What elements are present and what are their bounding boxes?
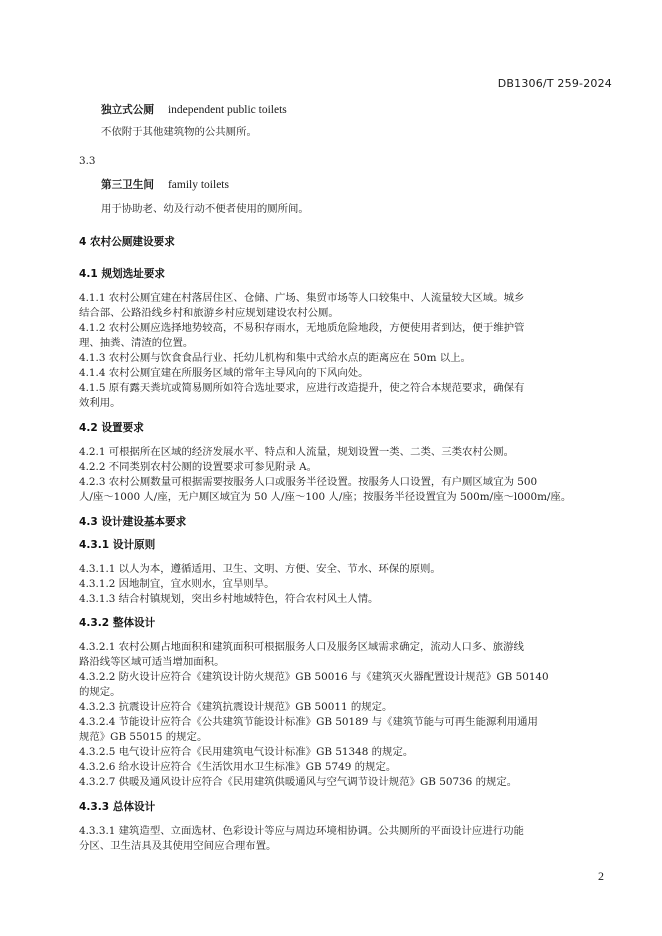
paragraph-line: 规范》GB 55015 的规定。 [79,731,208,743]
term-en: independent public toilets [167,104,287,116]
paragraph-line: 4.2.3 农村公厕数量可根据需要按服务人口或服务半径设置。按服务人口设置，有户厕区域宜为 500 [79,476,538,488]
term-definition: 用于协助老、幼及行动不便者使用的厕所间。 [101,203,309,215]
paragraph-line: 4.3.3.1 建筑造型、立面选材、色彩设计等应与周边环境相协调。公共厕所的平面设计应进行功能 [79,825,524,837]
paragraph-line: 4.2.2 不同类别农村公厕的设置要求可参见附录 A。 [79,461,317,473]
paragraph-line: 4.2.1 可根据所在区域的经济发展水平、特点和人流量，规划设置一类、二类、三类农村公厕。 [79,446,514,458]
subsection-heading: 4.3 设计建设基本要求 [79,516,187,528]
paragraph-line: 的规定。 [79,686,121,698]
subsection-heading: 4.3.2 整体设计 [79,617,156,629]
subsection-heading: 4.3.3 总体设计 [79,801,156,813]
term-en: family toilets [167,179,229,191]
paragraph-line: 效利用。 [79,397,121,409]
term-zh: 第三卫生间 [101,179,154,191]
paragraph-line: 4.3.2.6 给水设计应符合《生活饮用水卫生标准》GB 5749 的规定。 [79,761,397,773]
paragraph-line: 4.3.1.2 因地制宜，宜水则水，宜旱则旱。 [79,578,275,590]
paragraph-line: 4.3.1.3 结合村镇规划，突出乡村地域特色，符合农村风土人情。 [79,593,379,605]
term-number: 3.3 [79,155,96,167]
paragraph-line: 结合部、公路沿线乡村和旅游乡村应规划建设农村公厕。 [79,307,339,319]
section-heading: 4 农村公厕建设要求 [79,236,175,248]
document-code: DB1306/T 259-2024 [497,77,612,90]
paragraph-line: 4.1.1 农村公厕宜建在村落居住区、仓储、广场、集贸市场等人口较集中、人流量较大区域。城乡 [79,292,525,304]
term-definition: 不依附于其他建筑物的公共厕所。 [101,126,257,138]
paragraph-line: 4.3.1.1 以人为本，遵循适用、卫生、文明、方便、安全、节水、环保的原则。 [79,563,441,575]
paragraph-line: 4.1.2 农村公厕应选择地势较高，不易积存雨水，无地质危险地段，方便使用者到达，便于维护管 [79,322,525,334]
paragraph-line: 4.3.2.2 防火设计应符合《建筑设计防火规范》GB 50016 与《建筑灭火器配置设计规范》GB 50140 [79,671,549,683]
paragraph-line: 4.1.3 农村公厕与饮食食品行业、托幼儿机构和集中式给水点的距离应在 50m 以上。 [79,352,471,364]
paragraph-line: 4.3.2.7 供暖及通风设计应符合《民用建筑供暖通风与空气调节设计规范》GB 50736 的规定。 [79,776,518,788]
paragraph-line: 4.3.2.3 抗震设计应符合《建筑抗震设计规范》GB 50011 的规定。 [79,701,393,713]
paragraph-line: 路沿线等区域可适当增加面积。 [79,656,225,668]
paragraph-line: 人/座～1000 人/座，无户厕区域宜为 50 人/座～100 人/座；按服务半径设置宜为 500m/座～l000m/座。 [79,491,572,503]
page-number: 2 [598,869,604,883]
paragraph-line: 分区、卫生洁具及其使用空间应合理布置。 [79,840,277,852]
paragraph-line: 4.3.2.5 电气设计应符合《民用建筑电气设计标准》GB 51348 的规定。 [79,746,414,758]
term-zh: 独立式公厕 [101,104,154,116]
paragraph-line: 理、抽粪、清渣的位置。 [79,337,194,349]
paragraph-line: 4.1.5 原有露天粪坑或简易厕所如符合选址要求，应进行改造提升，使之符合本规范要求，确保有 [79,382,525,394]
term-family-toilets [101,177,229,193]
term-independent-public-toilets [101,102,287,118]
paragraph-line: 4.3.2.1 农村公厕占地面积和建筑面积可根据服务人口及服务区域需求确定，流动人口多、旅游线 [79,641,524,653]
paragraph-line: 4.1.4 农村公厕宜建在所服务区域的常年主导风向的下风向处。 [79,367,369,379]
subsection-heading: 4.3.1 设计原则 [79,539,156,551]
subsection-heading: 4.1 规划选址要求 [79,268,166,280]
paragraph-line: 4.3.2.4 节能设计应符合《公共建筑节能设计标准》GB 50189 与《建筑节能与可再生能源利用通用 [79,716,538,728]
subsection-heading: 4.2 设置要求 [79,422,144,434]
